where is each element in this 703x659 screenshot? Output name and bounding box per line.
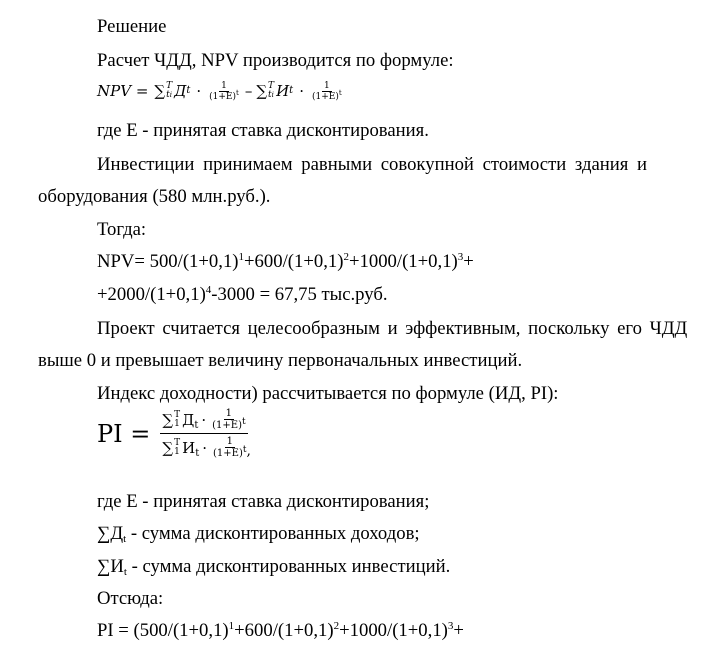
- npv-dot-2: ·: [299, 82, 304, 100]
- pi-den-frac-den: (1+E): [213, 448, 243, 459]
- npv-frac-2-exp: t: [338, 88, 342, 97]
- pi-invest-sub: t: [195, 448, 200, 459]
- npv-frac-2: [310, 81, 344, 102]
- pi-calc-exp-1: 1: [228, 620, 235, 632]
- npv-invest-sub: t: [289, 85, 294, 96]
- project-paragraph-line-1: Проект считается целесообразным и эффективным, поскольку его ЧДД: [97, 318, 688, 339]
- pi-income-symbol: Д: [182, 410, 195, 429]
- pi-income-sub: t: [194, 420, 199, 431]
- pi-calculation-line: [97, 620, 464, 642]
- npv-calc-term-3: +1000/(1+0,1): [348, 251, 458, 272]
- pi-calc-term-1: PI = (500/(1+0,1): [97, 620, 229, 641]
- pi-den-upper: T: [174, 437, 181, 448]
- npv-dot-1: ·: [196, 82, 202, 100]
- pi-den-frac-num: 1: [226, 436, 233, 447]
- npv-calc-term-2: +600/(1+0,1): [244, 251, 344, 272]
- pi-calc-term-3: +1000/(1+0,1): [339, 620, 448, 641]
- npv-invest-symbol: И: [276, 82, 290, 100]
- npv-minus: –: [244, 82, 253, 100]
- pi-formula-numerator: [160, 408, 247, 434]
- pi-den-lower: 1: [174, 446, 180, 457]
- sum-income-definition: [97, 523, 420, 545]
- npv-calc-plus: +: [463, 251, 474, 272]
- pi-formula: [97, 408, 253, 459]
- sum-income-sub: t: [123, 533, 127, 545]
- pi-calc-plus: +: [453, 620, 464, 641]
- hence-label: Отсюда:: [97, 588, 164, 609]
- npv-sum-1-limits: [166, 82, 172, 100]
- npv-sum-2-lower: t: [268, 90, 272, 100]
- pi-num-frac-den: (1+E): [212, 420, 242, 431]
- npv-income-symbol: Д: [174, 82, 187, 100]
- invest-paragraph-line-1: [97, 154, 666, 176]
- sum-invest-symbol: ∑И: [97, 556, 124, 577]
- npv-calc-exp-4: 4: [205, 284, 212, 296]
- pi-den-dot: ·: [202, 438, 208, 457]
- heading: Решение: [97, 16, 167, 37]
- pi-num-upper: T: [174, 409, 181, 420]
- npv-sum-2-upper: T: [268, 81, 275, 91]
- npv-frac-1: [207, 81, 241, 102]
- pi-formula-denominator: [160, 434, 253, 459]
- npv-sum-1-lower-sub: i: [169, 91, 172, 99]
- npv-sum-1: ∑: [154, 82, 166, 100]
- pi-intro: Индекс доходности) рассчитывается по формуле (ИД, PI):: [97, 383, 559, 404]
- sum-invest-sub: t: [123, 566, 127, 578]
- pi-num-sum: ∑: [162, 410, 174, 429]
- pi-calc-exp-3: 3: [447, 620, 454, 632]
- e-definition-2: где Е - принятая ставка дисконтирования;: [97, 491, 430, 512]
- npv-calc-term-1: NPV= 500/(1+0,1): [97, 251, 239, 272]
- npv-sum-1-lower: t: [166, 90, 170, 100]
- sum-invest-definition: [97, 556, 450, 578]
- then-label: Тогда:: [97, 219, 147, 240]
- npv-formula: [97, 80, 344, 102]
- npv-calc-exp-1: 1: [238, 251, 245, 263]
- sum-invest-text: - сумма дисконтированных инвестиций.: [126, 556, 451, 577]
- pi-den-frac-exp: t: [242, 445, 247, 455]
- sum-income-text: - сумма дисконтированных доходов;: [126, 523, 420, 544]
- sum-income-symbol: ∑Д: [97, 523, 124, 544]
- npv-frac-2-den: (1+E): [311, 91, 339, 102]
- pi-den-sum: ∑: [162, 438, 174, 457]
- pi-calc-term-2: +600/(1+0,1): [234, 620, 334, 641]
- npv-formula-lhs: NPV =: [97, 82, 149, 100]
- pi-formula-comma: ,: [246, 443, 251, 459]
- npv-frac-1-num: 1: [221, 80, 227, 91]
- npv-calc-result: -3000 = 67,75 тыс.руб.: [211, 284, 388, 305]
- pi-num-lower: 1: [174, 418, 180, 429]
- pi-num-frac-exp: t: [241, 417, 246, 427]
- e-definition-1: где Е - принятая ставка дисконтирования.: [97, 120, 429, 141]
- pi-den-frac: [213, 436, 246, 459]
- pi-num-dot: ·: [201, 410, 207, 429]
- npv-calc-exp-3: 3: [457, 251, 464, 263]
- npv-sum-2: ∑: [256, 82, 268, 100]
- npv-calc-exp-2: 2: [343, 251, 349, 263]
- npv-frac-2-num: 1: [323, 80, 330, 91]
- invest-paragraph-text-1: Инвестиции принимаем равными совокупной стоимости здания и: [97, 154, 648, 175]
- pi-invest-symbol: И: [182, 438, 196, 457]
- pi-num-frac: [212, 408, 245, 431]
- npv-intro: Расчет ЧДД, NPV производится по формуле:: [97, 50, 454, 71]
- npv-calculation-line-2: [97, 284, 388, 306]
- npv-calc-term-4: +2000/(1+0,1): [97, 284, 206, 305]
- pi-formula-fraction: [160, 408, 253, 459]
- pi-calc-exp-2: 2: [333, 620, 340, 632]
- pi-num-frac-num: 1: [225, 408, 233, 419]
- npv-frac-1-exp: t: [236, 88, 239, 97]
- npv-income-sub: t: [186, 85, 191, 96]
- npv-calculation-line-1: [97, 251, 474, 273]
- pi-formula-lhs: PI =: [97, 419, 151, 448]
- invest-paragraph-line-2: оборудования (580 млн.руб.).: [38, 186, 271, 207]
- project-paragraph-line-2: выше 0 и превышает величину первоначальных инвестиций.: [38, 350, 523, 371]
- npv-sum-1-upper: T: [166, 81, 173, 91]
- npv-sum-2-limits: [268, 82, 274, 100]
- npv-frac-1-den: (1+E): [209, 91, 236, 102]
- npv-sum-2-lower-sub: i: [271, 91, 274, 99]
